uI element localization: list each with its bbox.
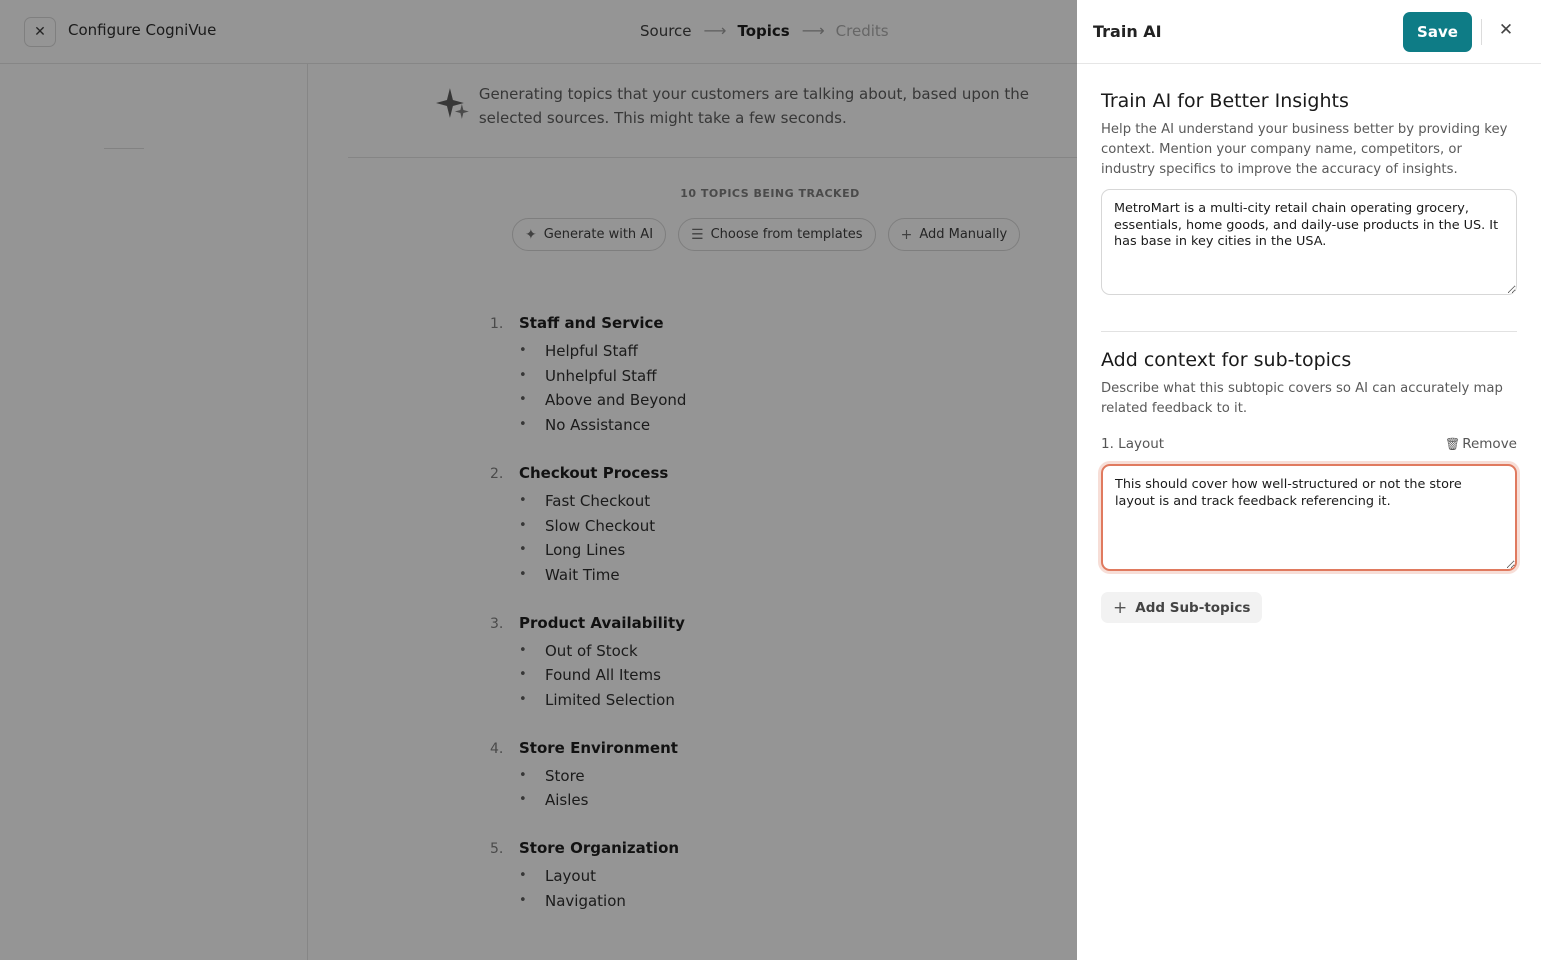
- subtopic-item[interactable]: • No Assistance: [519, 413, 1050, 438]
- subtopic-item[interactable]: • Above and Beyond: [519, 388, 1050, 413]
- topic-title[interactable]: Checkout Process: [519, 463, 669, 482]
- subtopic-item[interactable]: • Navigation: [519, 889, 1050, 914]
- section-heading: Train AI for Better Insights: [1101, 90, 1349, 112]
- topic-number: 5.: [490, 841, 504, 858]
- subtopic-item[interactable]: • Long Lines: [519, 538, 1050, 563]
- drawer-title: Train AI: [1093, 22, 1162, 41]
- page-title: Configure CogniVue: [68, 21, 217, 39]
- subtopic-item[interactable]: • Layout: [519, 864, 1050, 889]
- arrow-icon: ⟶: [703, 21, 726, 40]
- button-label: Add Sub-topics: [1135, 599, 1251, 616]
- generating-text: Generating topics that your customers are talking about, based upon the selected sources. This might take a few seconds.: [478, 85, 1030, 127]
- plus-icon: +: [900, 226, 913, 243]
- step-source[interactable]: Source: [640, 21, 692, 40]
- insights-section: [1101, 90, 1517, 180]
- save-button[interactable]: Save: [1403, 12, 1472, 52]
- subtopic-item[interactable]: • Slow Checkout: [519, 514, 1050, 539]
- subtopic-item[interactable]: • Unhelpful Staff: [519, 364, 1050, 389]
- topic-title[interactable]: Staff and Service: [519, 314, 664, 332]
- subtopic-item[interactable]: • Limited Selection: [519, 688, 1050, 713]
- drawer-header: [1077, 0, 1541, 64]
- divider: [1101, 331, 1517, 332]
- subtopic-item[interactable]: • Aisles: [519, 788, 1050, 813]
- subtopic-item[interactable]: • Fast Checkout: [519, 489, 1050, 514]
- topic-number: 2.: [490, 465, 504, 482]
- subtopic-label: 1. Layout: [1101, 436, 1165, 452]
- subtopic-context-input[interactable]: [1101, 464, 1517, 571]
- list-icon: ☰: [691, 226, 704, 243]
- train-ai-drawer: [1077, 0, 1541, 960]
- sparkle-icon: ✦: [525, 226, 537, 243]
- topic-title[interactable]: Product Availability: [519, 613, 685, 632]
- section-description: Describe what this subtopic covers so AI can accurately map related feedback to it.: [1101, 381, 1503, 416]
- button-label: Generate with AI: [543, 227, 654, 242]
- subtopics-section: [1101, 349, 1517, 419]
- topic-number: 4.: [490, 740, 504, 757]
- subtopic-item[interactable]: • Helpful Staff: [519, 339, 1050, 364]
- subtopic-item[interactable]: • Wait Time: [519, 563, 1050, 588]
- trash-icon: 🗑: [1444, 437, 1461, 451]
- add-sub-topics-button[interactable]: [1101, 592, 1262, 623]
- step-topics[interactable]: Topics: [737, 21, 790, 40]
- subtopic-item[interactable]: • Store: [519, 764, 1050, 789]
- topic-title[interactable]: Store Organization: [519, 839, 680, 858]
- divider: [1481, 19, 1482, 45]
- subtopic-row: [1101, 436, 1517, 452]
- close-icon[interactable]: ✕: [1498, 20, 1514, 40]
- subtopic-item[interactable]: • Found All Items: [519, 663, 1050, 688]
- plus-icon: +: [1113, 597, 1128, 618]
- section-heading: Add context for sub-topics: [1101, 349, 1352, 371]
- remove-button[interactable]: [1445, 436, 1517, 452]
- topic-number: 1.: [490, 316, 504, 332]
- step-credits[interactable]: Credits: [835, 21, 889, 40]
- topic-title[interactable]: Store Environment: [519, 738, 678, 757]
- tracked-count: 10 TOPICS BEING TRACKED: [680, 187, 860, 200]
- close-icon[interactable]: ✕: [24, 17, 56, 47]
- topic-number: 3.: [490, 615, 504, 632]
- section-description: Help the AI understand your business better by providing key context. Mention your company name, competitors, or industry specifics to improve the accuracy of insights.: [1101, 122, 1508, 177]
- button-label: Add Manually: [919, 227, 1008, 242]
- button-label: Choose from templates: [710, 227, 863, 242]
- remove-label: Remove: [1462, 436, 1517, 452]
- subtopic-item[interactable]: • Out of Stock: [519, 639, 1050, 664]
- arrow-icon: ⟶: [801, 21, 824, 40]
- business-context-input[interactable]: [1101, 189, 1517, 295]
